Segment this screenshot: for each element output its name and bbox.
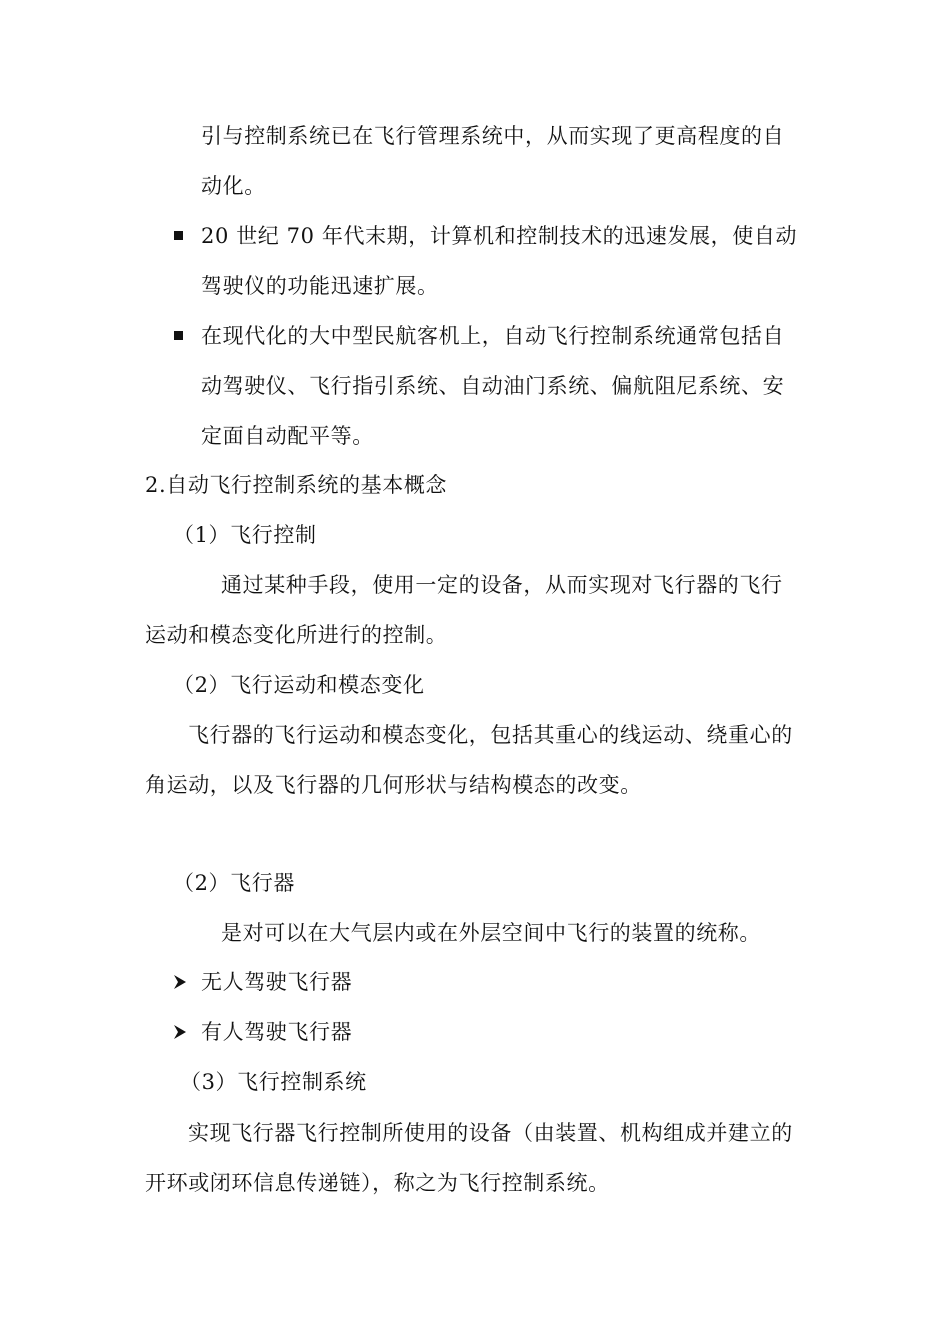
paragraph-line: 是对可以在大气层内或在外层空间中飞行的装置的统称。 [221,921,761,945]
paragraph-line: 通过某种手段，使用一定的设备，从而实现对飞行器的飞行 [221,573,783,597]
arrow-bullet-icon [172,1023,188,1041]
paragraph-line: 开环或闭环信息传递链），称之为飞行控制系统。 [145,1171,610,1195]
paragraph-line: 飞行器的飞行运动和模态变化，包括其重心的线运动、绕重心的 [188,723,793,747]
section-heading: 2.自动飞行控制系统的基本概念 [145,473,448,497]
subsection-title: （2）飞行运动和模态变化 [173,673,425,697]
list-item: 有人驾驶飞行器 [201,1020,353,1044]
subsection-title: （2）飞行器 [173,871,295,895]
subsection-title: （1）飞行控制 [173,523,317,547]
paragraph-line: 实现飞行器飞行控制所使用的设备（由装置、机构组成并建立的 [188,1121,793,1145]
bullet-continuation-line: 引与控制系统已在飞行管理系统中，从而实现了更高程度的自 [201,124,785,148]
bullet-text-line: 动驾驶仪、飞行指引系统、自动油门系统、偏航阻尼系统、安 [201,374,785,398]
bullet-continuation-line: 动化。 [201,174,266,198]
bullet-text-line: 驾驶仪的功能迅速扩展。 [201,274,439,298]
square-bullet-icon [174,331,183,340]
subsection-title: （3）飞行控制系统 [180,1070,367,1094]
paragraph-line: 角运动，以及飞行器的几何形状与结构模态的改变。 [145,773,642,797]
bullet-text-line: 20 世纪 70 年代末期，计算机和控制技术的迅速发展，使自动 [201,224,798,248]
bullet-text-line: 在现代化的大中型民航客机上，自动飞行控制系统通常包括自 [201,324,785,348]
square-bullet-icon [174,231,183,240]
paragraph-line: 运动和模态变化所进行的控制。 [145,623,448,647]
list-item: 无人驾驶飞行器 [201,970,353,994]
arrow-bullet-icon [172,973,188,991]
bullet-text-line: 定面自动配平等。 [201,424,374,448]
